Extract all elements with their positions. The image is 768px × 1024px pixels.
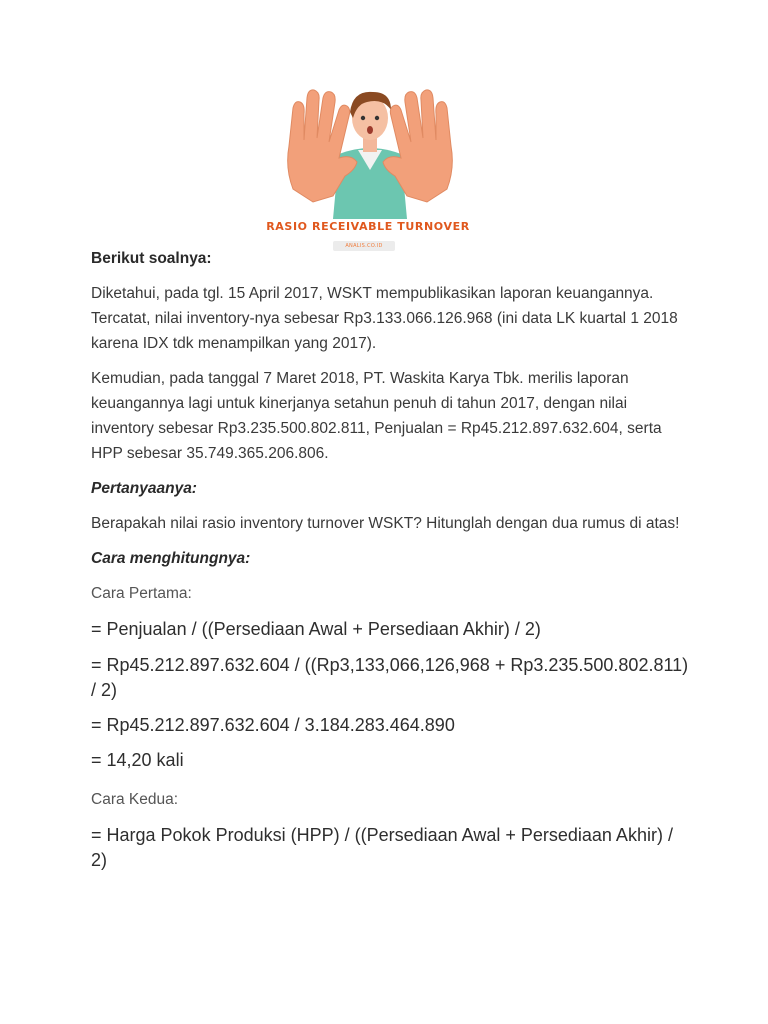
paragraph-diketahui: Diketahui, pada tgl. 15 April 2017, WSKT mempublikasikan laporan keuangannya. Tercatat, nilai inventory-nya sebesar Rp3.133.066.126.968 (ini data LK kuartal 1 2018 karena IDX tdk menampilkan yang 2017). <box>91 285 678 352</box>
label-cara-kedua: Cara Kedua: <box>91 791 179 808</box>
paragraph-kemudian: Kemudian, pada tanggal 7 Maret 2018, PT. Waskita Karya Tbk. merilis laporan keuangannya lagi untuk kinerjanya setahun penuh di tahun 2017, dengan nilai inventory sebesar Rp3.235.500.802.811, Penjualan = Rp45.212.897.632.604, serta HPP sebesar 35.749.365.206.806. <box>91 370 662 462</box>
heading-cara: Cara menghitungnya: <box>91 550 251 567</box>
formula-2: = Rp45.212.897.632.604 / ((Rp3,133,066,126,968 + Rp3.235.500.802.811) / 2) <box>91 655 689 700</box>
paragraph-pertanyaan: Berapakah nilai rasio inventory turnover WSKT? Hitunglah dengan dua rumus di atas! <box>91 515 680 532</box>
formula-4: = 14,20 kali <box>91 750 184 770</box>
label-cara-pertama: Cara Pertama: <box>91 585 192 602</box>
heading-pertanyaan: Pertanyaanya: <box>91 480 197 497</box>
heading-soal: Berikut soalnya: <box>91 250 212 267</box>
man-raising-hands-icon <box>255 84 485 219</box>
formula-3: = Rp45.212.897.632.604 / 3.184.283.464.890 <box>91 715 455 735</box>
article-body <box>91 246 691 873</box>
formula-1: = Penjualan / ((Persediaan Awal + Persediaan Akhir) / 2) <box>91 619 541 639</box>
hero-illustration <box>255 84 485 264</box>
hero-subtitle: ANALIS.CO.ID <box>333 241 395 251</box>
hero-title: RASIO RECEIVABLE TURNOVER <box>266 220 470 233</box>
formula-5: = Harga Pokok Produksi (HPP) / ((Persediaan Awal + Persediaan Akhir) / 2) <box>91 825 673 870</box>
